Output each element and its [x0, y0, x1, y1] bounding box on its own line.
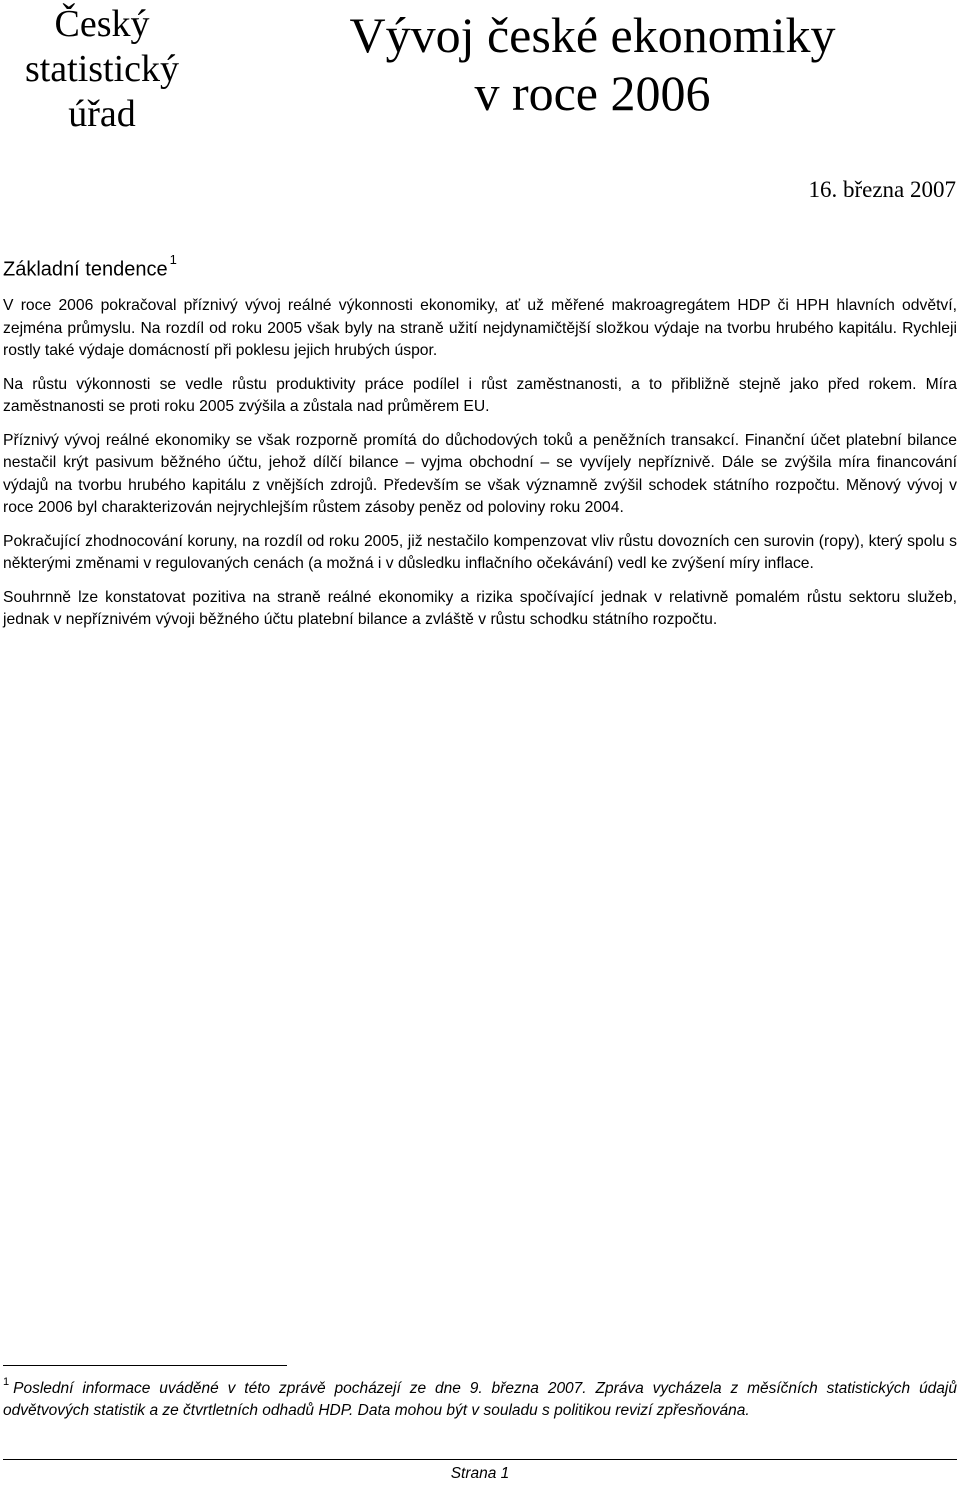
paragraph: Na růstu výkonnosti se vedle růstu produktivity práce podílel i růst zaměstnanosti, a to přibližně stejně jako před rokem. Míra zaměstnanosti se proti roku 2005 zvýšila a zůstala nad průměrem EU.	[3, 375, 957, 415]
paragraph: Pokračující zhodnocování koruny, na rozdíl od roku 2005, již nestačilo kompenzovat vliv růstu dovozních cen surovin (ropy), který spolu s některými změnami v regulovaných cenách (a možná i v důsledku inflačního očekávání) vedl ke zvýšení míry inflace.	[3, 532, 957, 572]
footnote	[3, 1373, 957, 1422]
footnote-separator	[3, 1365, 287, 1366]
document-title	[300, 6, 885, 122]
footnote-text: Poslední informace uváděné v této zprávě pocházejí ze dne 9. března 2007. Zpráva vycházela z měsíčních statistických údajů odvětvových statistik a ze čtvrtletních odhadů HDP. Data mohou být v souladu s politikou revizí zpřesňována.	[3, 1380, 957, 1420]
section-heading	[3, 251, 177, 283]
organization-name	[0, 2, 204, 137]
paragraph: V roce 2006 pokračoval příznivý vývoj reálné výkonnosti ekonomiky, ať už měřené makroagregátem HDP či HPH hlavních odvětví, zejména průmyslu. Na rozdíl od roku 2005 však byly na straně užití nejdynamičtější složkou výdaje na tvorbu hrubého kapitálu. Rychleji rostly také výdaje domácností při poklesu jejich hrubých úspor.	[3, 297, 957, 359]
organization-name-line: Český	[54, 3, 150, 45]
footer-rule	[3, 1459, 957, 1460]
page-number: Strana 1	[450, 1465, 510, 1482]
publication-date: 16. března 2007	[808, 177, 956, 202]
footnote-reference: 1	[169, 252, 177, 267]
paragraph: Příznivý vývoj reálné ekonomiky se však rozporně promítá do důchodových toků a peněžních transakcí. Finanční účet platební bilance nestačil krýt pasivum běžného účtu, jehož dílčí bilance – vyjma obchodní – se vyvíjely nepříznivě. Dále se zvýšila míra financování výdajů na tvorbu hrubého kapitálu z vnějších zdrojů. Především se však významně zvýšil schodek státního rozpočtu. Měnový vývoj v roce 2006 byl charakterizován nejrychlejším růstem zásoby peněz od poloviny roku 2004.	[3, 431, 957, 516]
paragraph: Souhrnně lze konstatovat pozitiva na straně reálné ekonomiky a rizika spočívající jednak v relativně pomalém růstu sektoru služeb, jednak v nepříznivém vývoji běžného účtu platební bilance a zvláště v růstu schodku státního rozpočtu.	[3, 588, 957, 628]
organization-name-line: statistický	[24, 48, 180, 90]
footnote-mark: 1	[3, 1376, 10, 1388]
document-title-line: v roce 2006	[474, 65, 711, 121]
document-title-line: Vývoj české ekonomiky	[349, 7, 836, 63]
body-text	[3, 295, 957, 643]
section-heading-text: Základní tendence	[3, 258, 168, 281]
organization-name-line: úřad	[68, 93, 136, 135]
